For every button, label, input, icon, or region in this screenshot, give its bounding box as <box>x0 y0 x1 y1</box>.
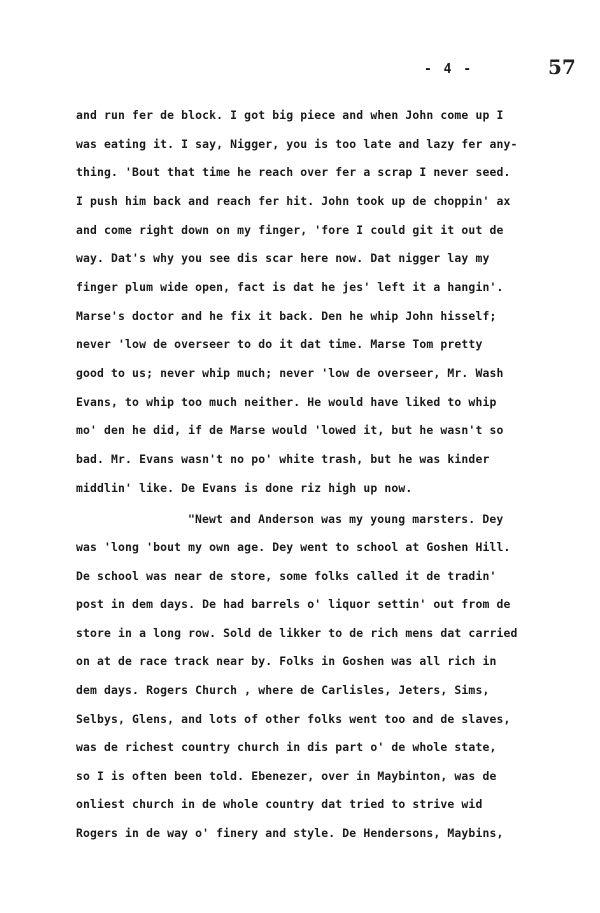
body-line: was 'long 'bout my own age. Dey went to school at Goshen Hill. <box>76 540 511 554</box>
body-line: was eating it. I say, Nigger, you is too late and lazy fer any- <box>76 137 518 151</box>
body-line: Marse's doctor and he fix it back. Den he whip John hisself; <box>76 309 497 323</box>
body-line: bad. Mr. Evans wasn't no po' white trash, but he was kinder <box>76 452 490 466</box>
body-line: middlin' like. De Evans is done riz high up now. <box>76 481 413 495</box>
body-line: dem days. Rogers Church , where de Carlisles, Jeters, Sims, <box>76 683 490 697</box>
body-line: and come right down on my finger, 'fore I could git it out de <box>76 223 504 237</box>
body-line: store in a long row. Sold de likker to de rich mens dat carried <box>76 626 518 640</box>
body-line: good to us; never whip much; never 'low de overseer, Mr. Wash <box>76 366 504 380</box>
body-line: so I is often been told. Ebenezer, over in Maybinton, was de <box>76 769 497 783</box>
body-line: and run fer de block. I got big piece and when John come up I <box>76 108 504 122</box>
body-line: Evans, to whip too much neither. He would have liked to whip <box>76 395 497 409</box>
body-line: onliest church in de whole country dat tried to strive wid <box>76 797 483 811</box>
body-line: way. Dat's why you see dis scar here now. Dat nigger lay my <box>76 251 490 265</box>
body-line: Rogers in de way o' finery and style. De Hendersons, Maybins, <box>76 826 504 840</box>
body-line-indented: "Newt and Anderson was my young marsters. Dey <box>188 512 504 526</box>
page-number: - 4 - <box>424 62 474 77</box>
body-line: never 'low de overseer to do it dat time. Marse Tom pretty <box>76 337 483 351</box>
body-line: I push him back and reach fer hit. John took up de choppin' ax <box>76 194 511 208</box>
body-line: on at de race track near by. Folks in Goshen was all rich in <box>76 654 497 668</box>
body-line: De school was near de store, some folks called it de tradin' <box>76 569 497 583</box>
body-line: thing. 'Bout that time he reach over fer a scrap I never seed. <box>76 165 511 179</box>
body-line: was de richest country church in dis part o' de whole state, <box>76 740 497 754</box>
body-line: finger plum wide open, fact is dat he jes' left it a hangin'. <box>76 280 504 294</box>
body-line: Selbys, Glens, and lots of other folks went too and de slaves, <box>76 712 511 726</box>
archive-stamp-number: 57 <box>548 55 576 79</box>
body-line: mo' den he did, if de Marse would 'lowed it, but he wasn't so <box>76 423 504 437</box>
body-line: post in dem days. De had barrels o' liquor settin' out from de <box>76 597 511 611</box>
